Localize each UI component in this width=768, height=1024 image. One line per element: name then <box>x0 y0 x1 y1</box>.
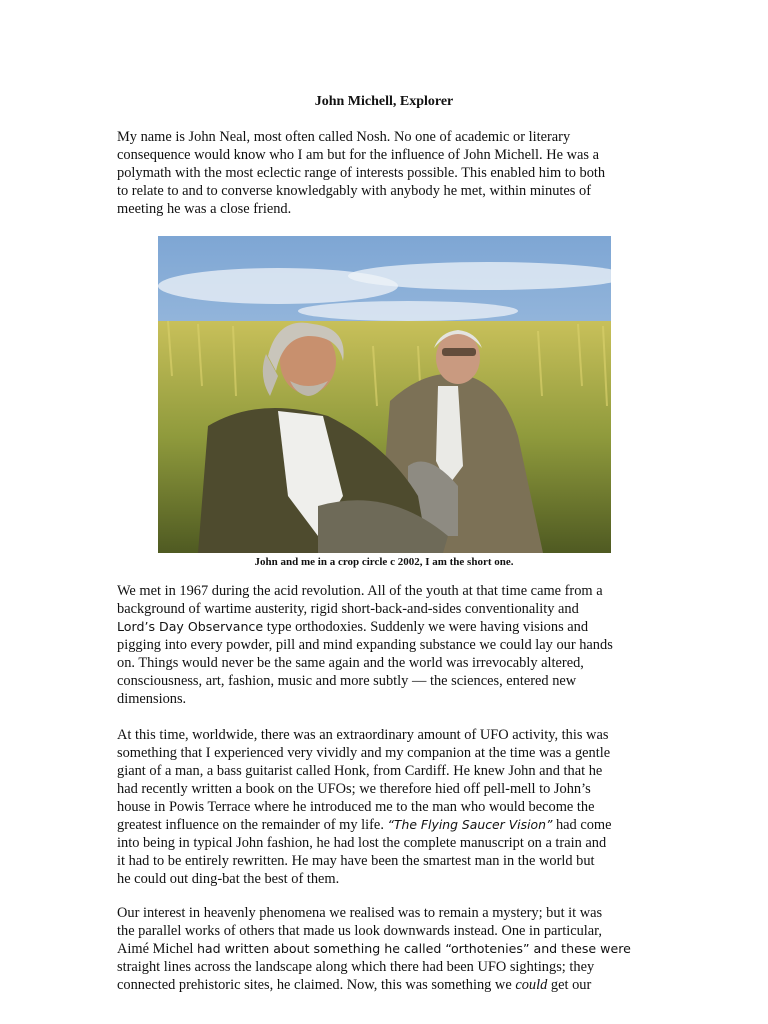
text-line: on. Things would never be the same again and the world was irrevocably altered, <box>117 655 584 671</box>
text-segment: had come <box>552 817 612 833</box>
text-segment-alt-font: Lord’s Day Observance <box>117 619 264 634</box>
text-line: giant of a man, a bass guitarist called Honk, from Cardiff. He knew John and that he <box>117 763 603 779</box>
text-line: had recently written a book on the UFOs; we therefore hied off pell-mell to John’s <box>117 781 591 797</box>
book-title-italic: “The Flying Saucer Vision” <box>387 817 553 832</box>
paragraph-4 <box>117 904 655 994</box>
text-line: to relate to and to converse knowledgably with anybody he met, within minutes of <box>117 183 591 199</box>
text-line: pigging into every powder, pill and mind expanding substance we could lay our hands <box>117 637 613 653</box>
text-segment: get our <box>547 977 592 993</box>
text-line: he could out ding-bat the best of them. <box>117 871 340 887</box>
text-line: consequence would know who I am but for the influence of John Michell. He was a <box>117 147 599 163</box>
document-title: John Michell, Explorer <box>314 94 454 109</box>
text-line: it had to be entirely rewritten. He may have been the smartest man in the world but <box>117 853 595 869</box>
text-line: polymath with the most eclectic range of interests possible. This enabled him to both <box>117 165 606 181</box>
crop-circle-photo <box>158 236 611 553</box>
paragraph-1 <box>117 128 655 218</box>
text-line: dimensions. <box>117 691 187 707</box>
text-line: Our interest in heavenly phenomena we realised was to remain a mystery; but it was <box>117 905 603 921</box>
text-line: straight lines across the landscape along which there had been UFO sightings; they <box>117 959 595 975</box>
text-segment: Aimé Michel <box>117 941 197 957</box>
paragraph-2 <box>117 582 655 708</box>
text-line <box>117 940 655 958</box>
text-line: background of wartime austerity, rigid short-back-and-sides conventionality and <box>117 601 579 617</box>
text-line: meeting he was a close friend. <box>117 201 292 217</box>
text-line: We met in 1967 during the acid revolution. All of the youth at that time came from a <box>117 583 603 599</box>
text-line <box>117 976 655 994</box>
text-line: At this time, worldwide, there was an extraordinary amount of UFO activity, this was <box>117 727 609 743</box>
text-line <box>117 816 655 834</box>
text-line: house in Powis Terrace where he introduced me to the man who would become the <box>117 799 595 815</box>
text-line: My name is John Neal, most often called Nosh. No one of academic or literary <box>117 129 571 145</box>
text-line <box>117 618 655 636</box>
text-segment-alt-font: had written about something he called “orthotenies” and these were <box>196 941 631 956</box>
text-segment: greatest influence on the remainder of my life. <box>117 817 388 833</box>
text-line: the parallel works of others that made us look downwards instead. One in particular, <box>117 923 602 939</box>
text-line: something that I experienced very vividly and my companion at the time was a gentle <box>117 745 611 761</box>
text-segment: connected prehistoric sites, he claimed. Now, this was something we <box>117 977 516 993</box>
text-segment: type orthodoxies. Suddenly we were having visions and <box>263 619 589 635</box>
text-line: into being in typical John fashion, he had lost the complete manuscript on a train and <box>117 835 607 851</box>
figure-caption: John and me in a crop circle c 2002, I am the short one. <box>254 556 514 568</box>
emphasis-italic: could <box>515 977 548 993</box>
paragraph-3 <box>117 726 655 888</box>
text-line: consciousness, art, fashion, music and more subtly — the sciences, entered new <box>117 673 577 689</box>
